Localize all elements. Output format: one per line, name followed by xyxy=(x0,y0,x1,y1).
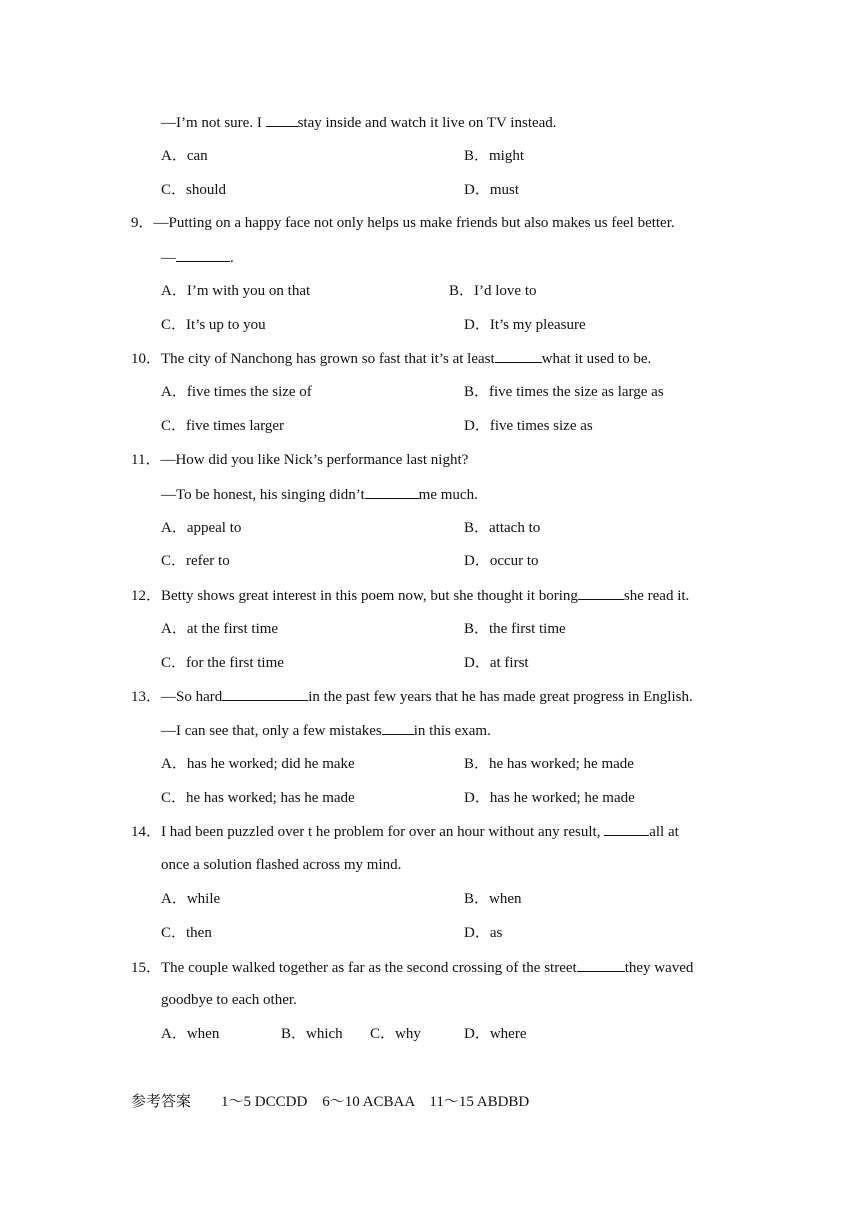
q10-option-a: A．five times the size of xyxy=(161,384,312,400)
q10-option-c: C．five times larger xyxy=(161,418,285,434)
q14-stem: 14．I had been puzzled over t he problem for over an hour without any result, all at xyxy=(131,821,679,842)
q12-option-d: D．at first xyxy=(464,655,529,671)
q10-option-b: B．five times the size as large as xyxy=(464,384,664,400)
q8-option-a: A．can xyxy=(161,148,208,164)
q15-option-a: A．when xyxy=(161,1026,220,1042)
q13-option-a: A．has he worked; did he make xyxy=(161,756,355,772)
q12-option-c: C．for the first time xyxy=(161,655,284,671)
q13-option-b: B．he has worked; he made xyxy=(464,756,634,772)
q8-option-c: C．should xyxy=(161,182,227,198)
q15-option-b: B．which xyxy=(281,1026,343,1042)
q9-line2: — . xyxy=(161,247,234,268)
q15-stem: 15．The couple walked together as far as the second crossing of the street they waved xyxy=(131,957,693,978)
q13-line2: —I can see that, only a few mistakes in this exam. xyxy=(161,720,491,741)
q12-option-b: B．the first time xyxy=(464,621,566,637)
q13-stem: 13．—So hard in the past few years that he has made great progress in English. xyxy=(131,686,693,707)
q11-option-c: C．refer to xyxy=(161,553,230,569)
q14-option-d: D．as xyxy=(464,925,503,941)
q12-option-a: A．at the first time xyxy=(161,621,279,637)
q15-option-c: C．why xyxy=(370,1026,421,1042)
q15-line2: goodbye to each other. xyxy=(161,992,297,1008)
q9-option-d: D．It’s my pleasure xyxy=(464,317,586,333)
q15-option-d: D．where xyxy=(464,1026,527,1042)
answer-blank xyxy=(365,484,419,499)
q9-stem: 9．—Putting on a happy face not only helps us make friends but also makes us feel better. xyxy=(131,215,675,231)
answer-blank xyxy=(382,720,414,735)
answer-blank xyxy=(176,247,230,262)
q9-option-b: B．I’d love to xyxy=(449,283,537,299)
q12-stem: 12．Betty shows great interest in this poem now, but she thought it boring she read it. xyxy=(131,585,689,606)
q11-option-a: A．appeal to xyxy=(161,520,242,536)
q9-option-c: C．It’s up to you xyxy=(161,317,266,333)
q10-option-d: D．five times size as xyxy=(464,418,593,434)
q8-option-d: D．must xyxy=(464,182,520,198)
answer-key xyxy=(131,1092,529,1112)
q11-line2: —To be honest, his singing didn’t me much. xyxy=(161,484,478,505)
q14-option-a: A．while xyxy=(161,891,221,907)
q11-option-b: B．attach to xyxy=(464,520,541,536)
answer-key-label: 参考答案 xyxy=(131,1094,192,1110)
q13-option-c: C．he has worked; has he made xyxy=(161,790,355,806)
q8-line2: —I’m not sure. I stay inside and watch it live on TV instead. xyxy=(161,112,557,133)
q9-option-a: A．I’m with you on that xyxy=(161,283,311,299)
answer-blank xyxy=(578,585,624,600)
answer-blank xyxy=(495,348,542,363)
q14-option-b: B．when xyxy=(464,891,522,907)
answer-blank xyxy=(222,686,308,701)
q11-stem: 11．—How did you like Nick’s performance last night? xyxy=(131,452,469,468)
q8-option-b: B．might xyxy=(464,148,525,164)
answer-blank xyxy=(604,821,649,836)
answer-key-text: 1～5 DCCDD 6～10 ACBAA 11～15 ABDBD xyxy=(221,1094,530,1110)
q14-line2: once a solution flashed across my mind. xyxy=(161,857,402,873)
answer-blank xyxy=(577,957,625,972)
q14-option-c: C．then xyxy=(161,925,212,941)
q10-stem: 10．The city of Nanchong has grown so fast that it’s at least what it used to be. xyxy=(131,348,651,369)
answer-blank xyxy=(266,112,298,127)
q11-option-d: D．occur to xyxy=(464,553,539,569)
q13-option-d: D．has he worked; he made xyxy=(464,790,635,806)
